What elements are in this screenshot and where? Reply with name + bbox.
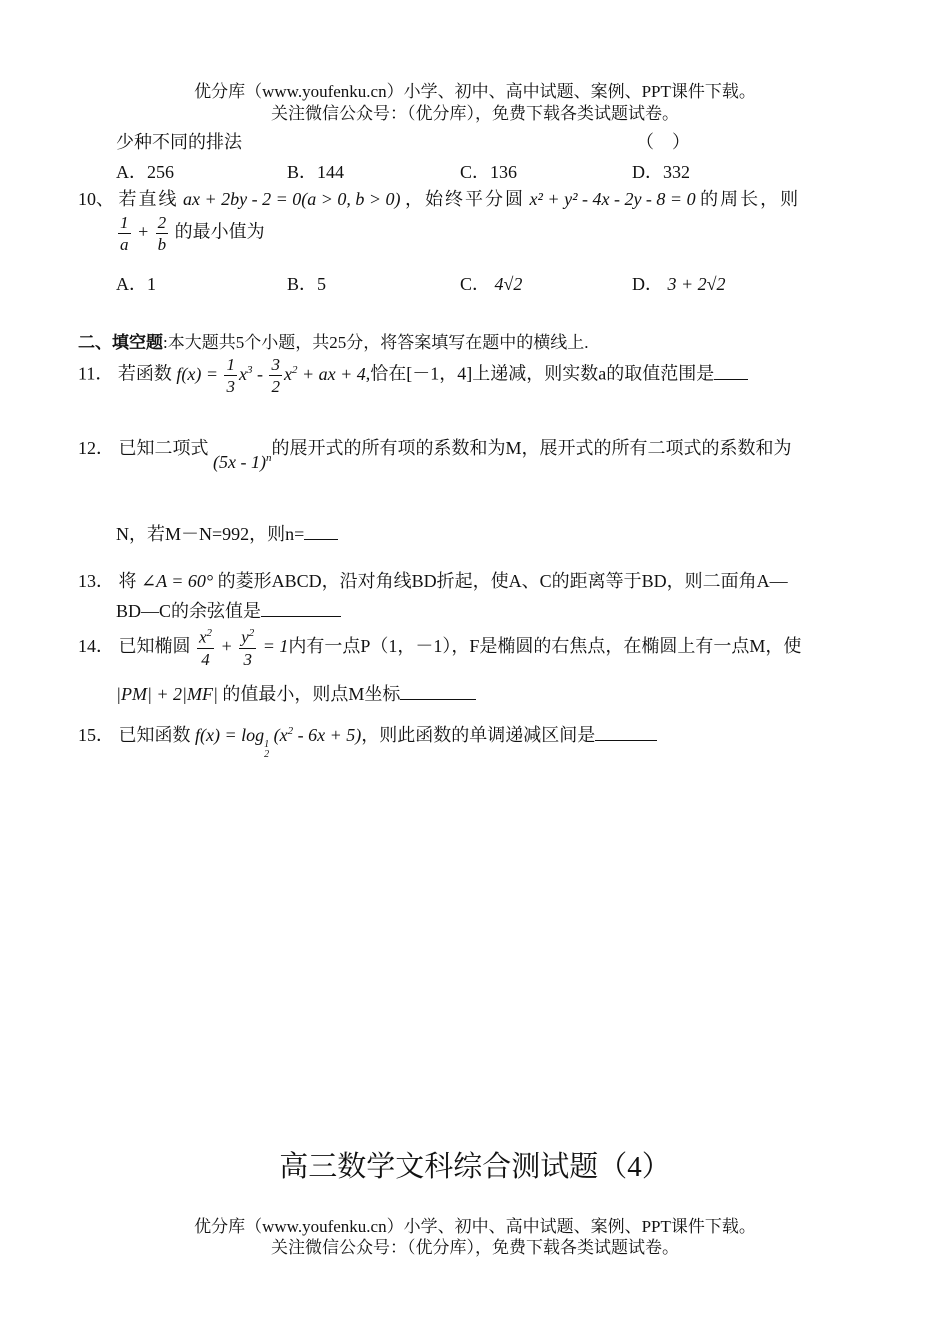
q10-expr-tail: 的最小值为 bbox=[174, 221, 265, 242]
q15-number: 15． bbox=[78, 725, 114, 745]
q10-line-1 bbox=[78, 185, 800, 211]
page-title: 高三数学文科综合测试题（4） bbox=[279, 1151, 671, 1183]
section-2-desc: :本大题共5个小题，共25分，将答案填写在题中的横线上. bbox=[163, 333, 589, 352]
q10-text-b: ，始终平分圆 bbox=[405, 189, 526, 209]
q13-text-a: 将 bbox=[118, 571, 137, 591]
q10-number: 10、 bbox=[78, 189, 114, 209]
q12-binomial: (5x - 1)$^n$ bbox=[213, 452, 272, 472]
q9-option-d: D．332 bbox=[632, 162, 690, 182]
q11-tail: ,恰在[－1，4]上递减，则实数a的取值范围是 bbox=[365, 363, 715, 384]
q11-function-expression: f(x) = $\frac{1}{3}$ $x^3$ - $\frac{3}{2}$ $x^2$ + ax + 4 bbox=[176, 355, 366, 396]
q12-number: 12． bbox=[78, 438, 114, 458]
q13-number: 13． bbox=[78, 571, 114, 591]
q12-line-1 bbox=[78, 434, 792, 472]
q10-option-b: B．5 bbox=[287, 274, 327, 294]
q14-answer-blank[interactable] bbox=[400, 683, 476, 700]
q11-text-a: 若函数 bbox=[117, 363, 172, 384]
q11-answer-blank[interactable] bbox=[714, 363, 748, 380]
section-2-heading bbox=[78, 328, 588, 353]
q13-answer-blank[interactable] bbox=[261, 600, 341, 617]
fraction-2-over-b: $\frac{2}{b}$ bbox=[157, 213, 167, 254]
q10-option-a: A．1 bbox=[116, 274, 156, 294]
q10-option-d-math: 3 + 2√2 bbox=[667, 274, 726, 294]
q15-function-expression: f(x) = log 1 2 $(x^2 - 6x + 5)$ bbox=[195, 725, 362, 760]
q9-stem-tail: 少种不同的排法 bbox=[116, 132, 242, 152]
q15-answer-blank[interactable] bbox=[595, 724, 657, 741]
q14-line-1 bbox=[78, 628, 801, 668]
q14-number: 14． bbox=[78, 635, 114, 656]
q9-answer-paren: （ ） bbox=[636, 132, 690, 152]
q10-option-d: D． 3 + 2√2 bbox=[632, 274, 726, 294]
q15-text-b: ，则此函数的单调递减区间是 bbox=[361, 725, 596, 745]
q12-answer-blank[interactable] bbox=[304, 523, 338, 540]
q13-line-2: BD—C的余弦值是 bbox=[116, 597, 341, 623]
q11-line bbox=[78, 356, 748, 395]
q13-angle: ∠A = 60° bbox=[141, 571, 214, 591]
q14-text-a: 已知椭圆 bbox=[118, 635, 191, 656]
fraction-1-over-a: $\frac{1}{a}$ bbox=[120, 213, 129, 254]
header-line-2: 关注微信公众号：（优分库），免费下载各类试题试卷。 bbox=[271, 104, 679, 123]
q10-circle-equation: x² + y² - 4x - 2y - 8 = 0 bbox=[529, 189, 696, 209]
q13-text-b: 的菱形ABCD，沿对角线BD折起，使A、C的距离等于BD，则二面角A— bbox=[217, 571, 788, 591]
q10-text-a: 若直线 bbox=[118, 189, 179, 209]
section-2-title: 二、填空题 bbox=[78, 333, 163, 352]
q12-line-2: N，若M－N=992，则n= bbox=[116, 520, 338, 546]
header-line-1: 优分库（www.youfenku.cn）小学、初中、高中试题、案例、PPT课件下载。 bbox=[194, 82, 756, 101]
q14-text-b: 内有一点P（1，－1），F是椭圆的右焦点，在椭圆上有一点M，使 bbox=[288, 635, 802, 656]
q15-text-a: 已知函数 bbox=[118, 725, 191, 745]
footer-line-2: 关注微信公众号：（优分库），免费下载各类试题试卷。 bbox=[271, 1238, 679, 1257]
q9-option-c: C．136 bbox=[460, 162, 518, 182]
q11-number: 11． bbox=[78, 363, 114, 384]
q12-text-b: 的展开式的所有项的系数和为M，展开式的所有二项式的系数和为 bbox=[271, 438, 792, 458]
q10-text-c: 的周长，则 bbox=[700, 189, 801, 209]
q15-line bbox=[78, 721, 657, 761]
q10-line-2: $\frac{1}{a}$ + $\frac{2}{b}$ 的最小值为 bbox=[120, 213, 265, 254]
footer-line-1: 优分库（www.youfenku.cn）小学、初中、高中试题、案例、PPT课件下载。 bbox=[194, 1217, 756, 1236]
q14-ellipse-equation: $\frac{x^2}{4}$ + $\frac{y^2}{3}$ = 1 bbox=[199, 627, 289, 669]
q14-line-2: |PM| + 2|MF| 的值最小，则点M坐标 bbox=[116, 680, 476, 706]
q12-text-a: 已知二项式 bbox=[118, 438, 209, 458]
q9-option-a: A．256 bbox=[116, 162, 174, 182]
q10-line-equation: ax + 2by - 2 = 0(a > 0, b > 0) bbox=[183, 189, 401, 209]
q9-option-b: B．144 bbox=[287, 162, 345, 182]
q10-option-c-math: 4√2 bbox=[494, 274, 523, 294]
q13-line-1 bbox=[78, 567, 788, 593]
q14-distance-expression: |PM| + 2|MF| bbox=[116, 684, 218, 704]
q10-option-c: C． 4√2 bbox=[460, 274, 523, 294]
